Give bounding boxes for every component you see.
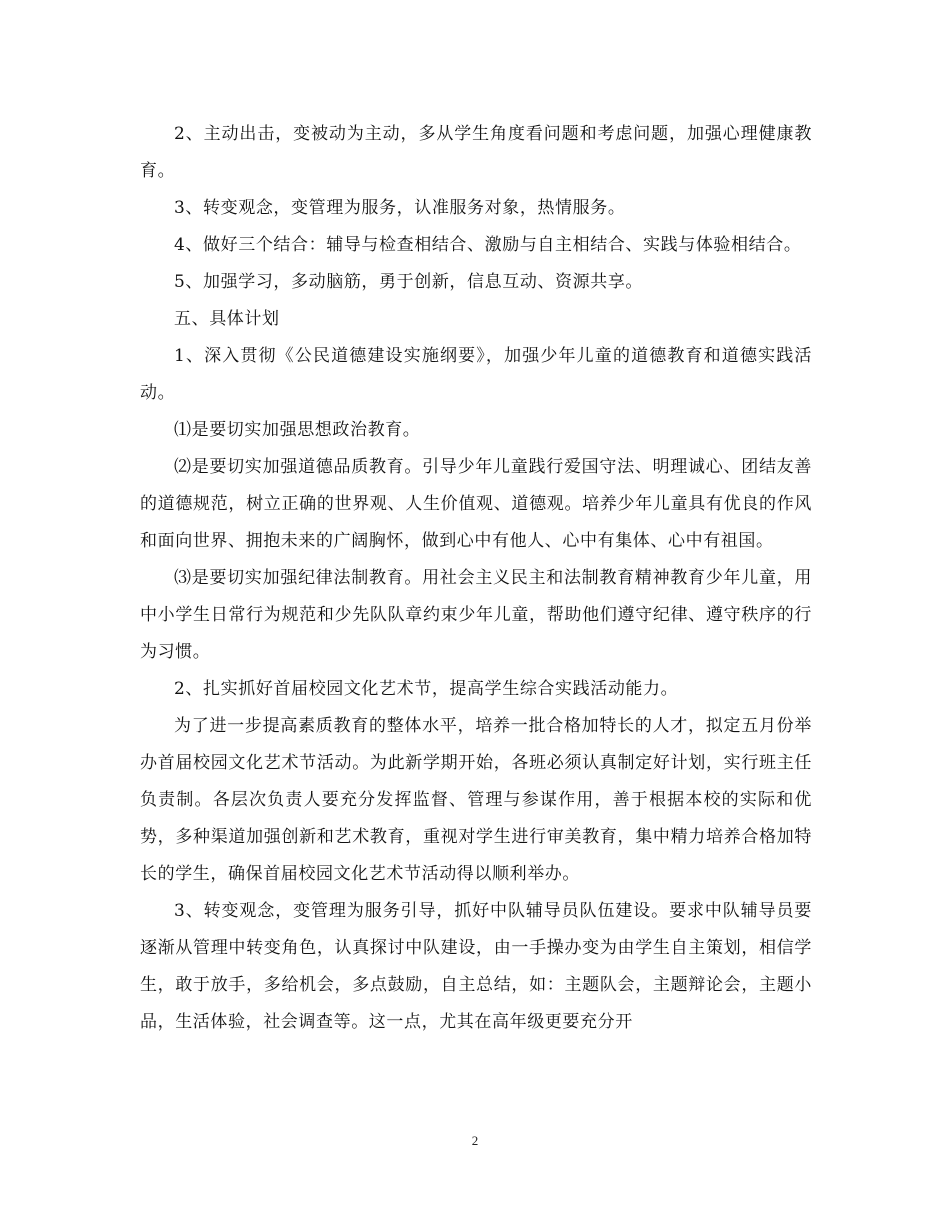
section-heading-plan: 五、具体计划 <box>174 309 280 329</box>
paragraph-plan-2: 2、扎实抓好首届校园文化艺术节，提高学生综合实践活动能力。 <box>174 679 679 699</box>
page-number: 2 <box>471 1133 479 1148</box>
paragraph-plan-1-item-1: ⑴是要切实加强思想政治教育。 <box>174 420 421 440</box>
paragraph-measure-5: 5、加强学习，多动脑筋，勇于创新，信息互动、资源共享。 <box>174 272 644 292</box>
paragraph-plan-1: 1、深入贯彻《公民道德建设实施纲要》，加强少年儿童的道德教育和道德实践活动。 <box>140 346 812 403</box>
document-body <box>140 116 812 1041</box>
paragraph-plan-1-item-3: ⑶是要切实加强纪律法制教育。用社会主义民主和法制教育精神教育少年儿童，用中小学生日常行为规范和少先队队章约束少年儿童，帮助他们遵守纪律、遵守秩序的行为习惯。 <box>140 568 812 662</box>
paragraph-measure-3: 3、转变观念，变管理为服务，认准服务对象，热情服务。 <box>174 198 626 218</box>
paragraph-plan-2-detail: 为了进一步提高素质教育的整体水平，培养一批合格加特长的人才，拟定五月份举办首届校园文化艺术节活动。为此新学期开始，各班必须认真制定好计划，实行班主任负责制。各层次负责人要充分发挥监督、管理与参谋作用，善于根据本校的实际和优势，多种渠道加强创新和艺术教育，重视对学生进行审美教育，集中精力培养合格加特长的学生，确保首届校园文化艺术节活动得以顺利举办。 <box>140 716 812 884</box>
paragraph-measure-2: 2、主动出击，变被动为主动，多从学生角度看问题和考虑问题，加强心理健康教育。 <box>140 124 812 181</box>
paragraph-plan-1-item-2: ⑵是要切实加强道德品质教育。引导少年儿童践行爱国守法、明理诚心、团结友善的道德规范，树立正确的世界观、人生价值观、道德观。培养少年儿童具有优良的作风和面向世界、拥抱未来的广阔胸怀，做到心中有他人、心中有集体、心中有祖国。 <box>140 457 812 551</box>
paragraph-measure-4: 4、做好三个结合：辅导与检查相结合、激励与自主相结合、实践与体验相结合。 <box>174 235 802 255</box>
paragraph-plan-3: 3、转变观念，变管理为服务引导，抓好中队辅导员队伍建设。要求中队辅导员要逐渐从管理中转变角色，认真探讨中队建设，由一手操办变为由学生自主策划，相信学生，敢于放手，多给机会，多点鼓励，自主总结，如：主题队会，主题辩论会，主题小品，生活体验，社会调查等。这一点，尤其在高年级更要充分开 <box>140 901 812 1032</box>
